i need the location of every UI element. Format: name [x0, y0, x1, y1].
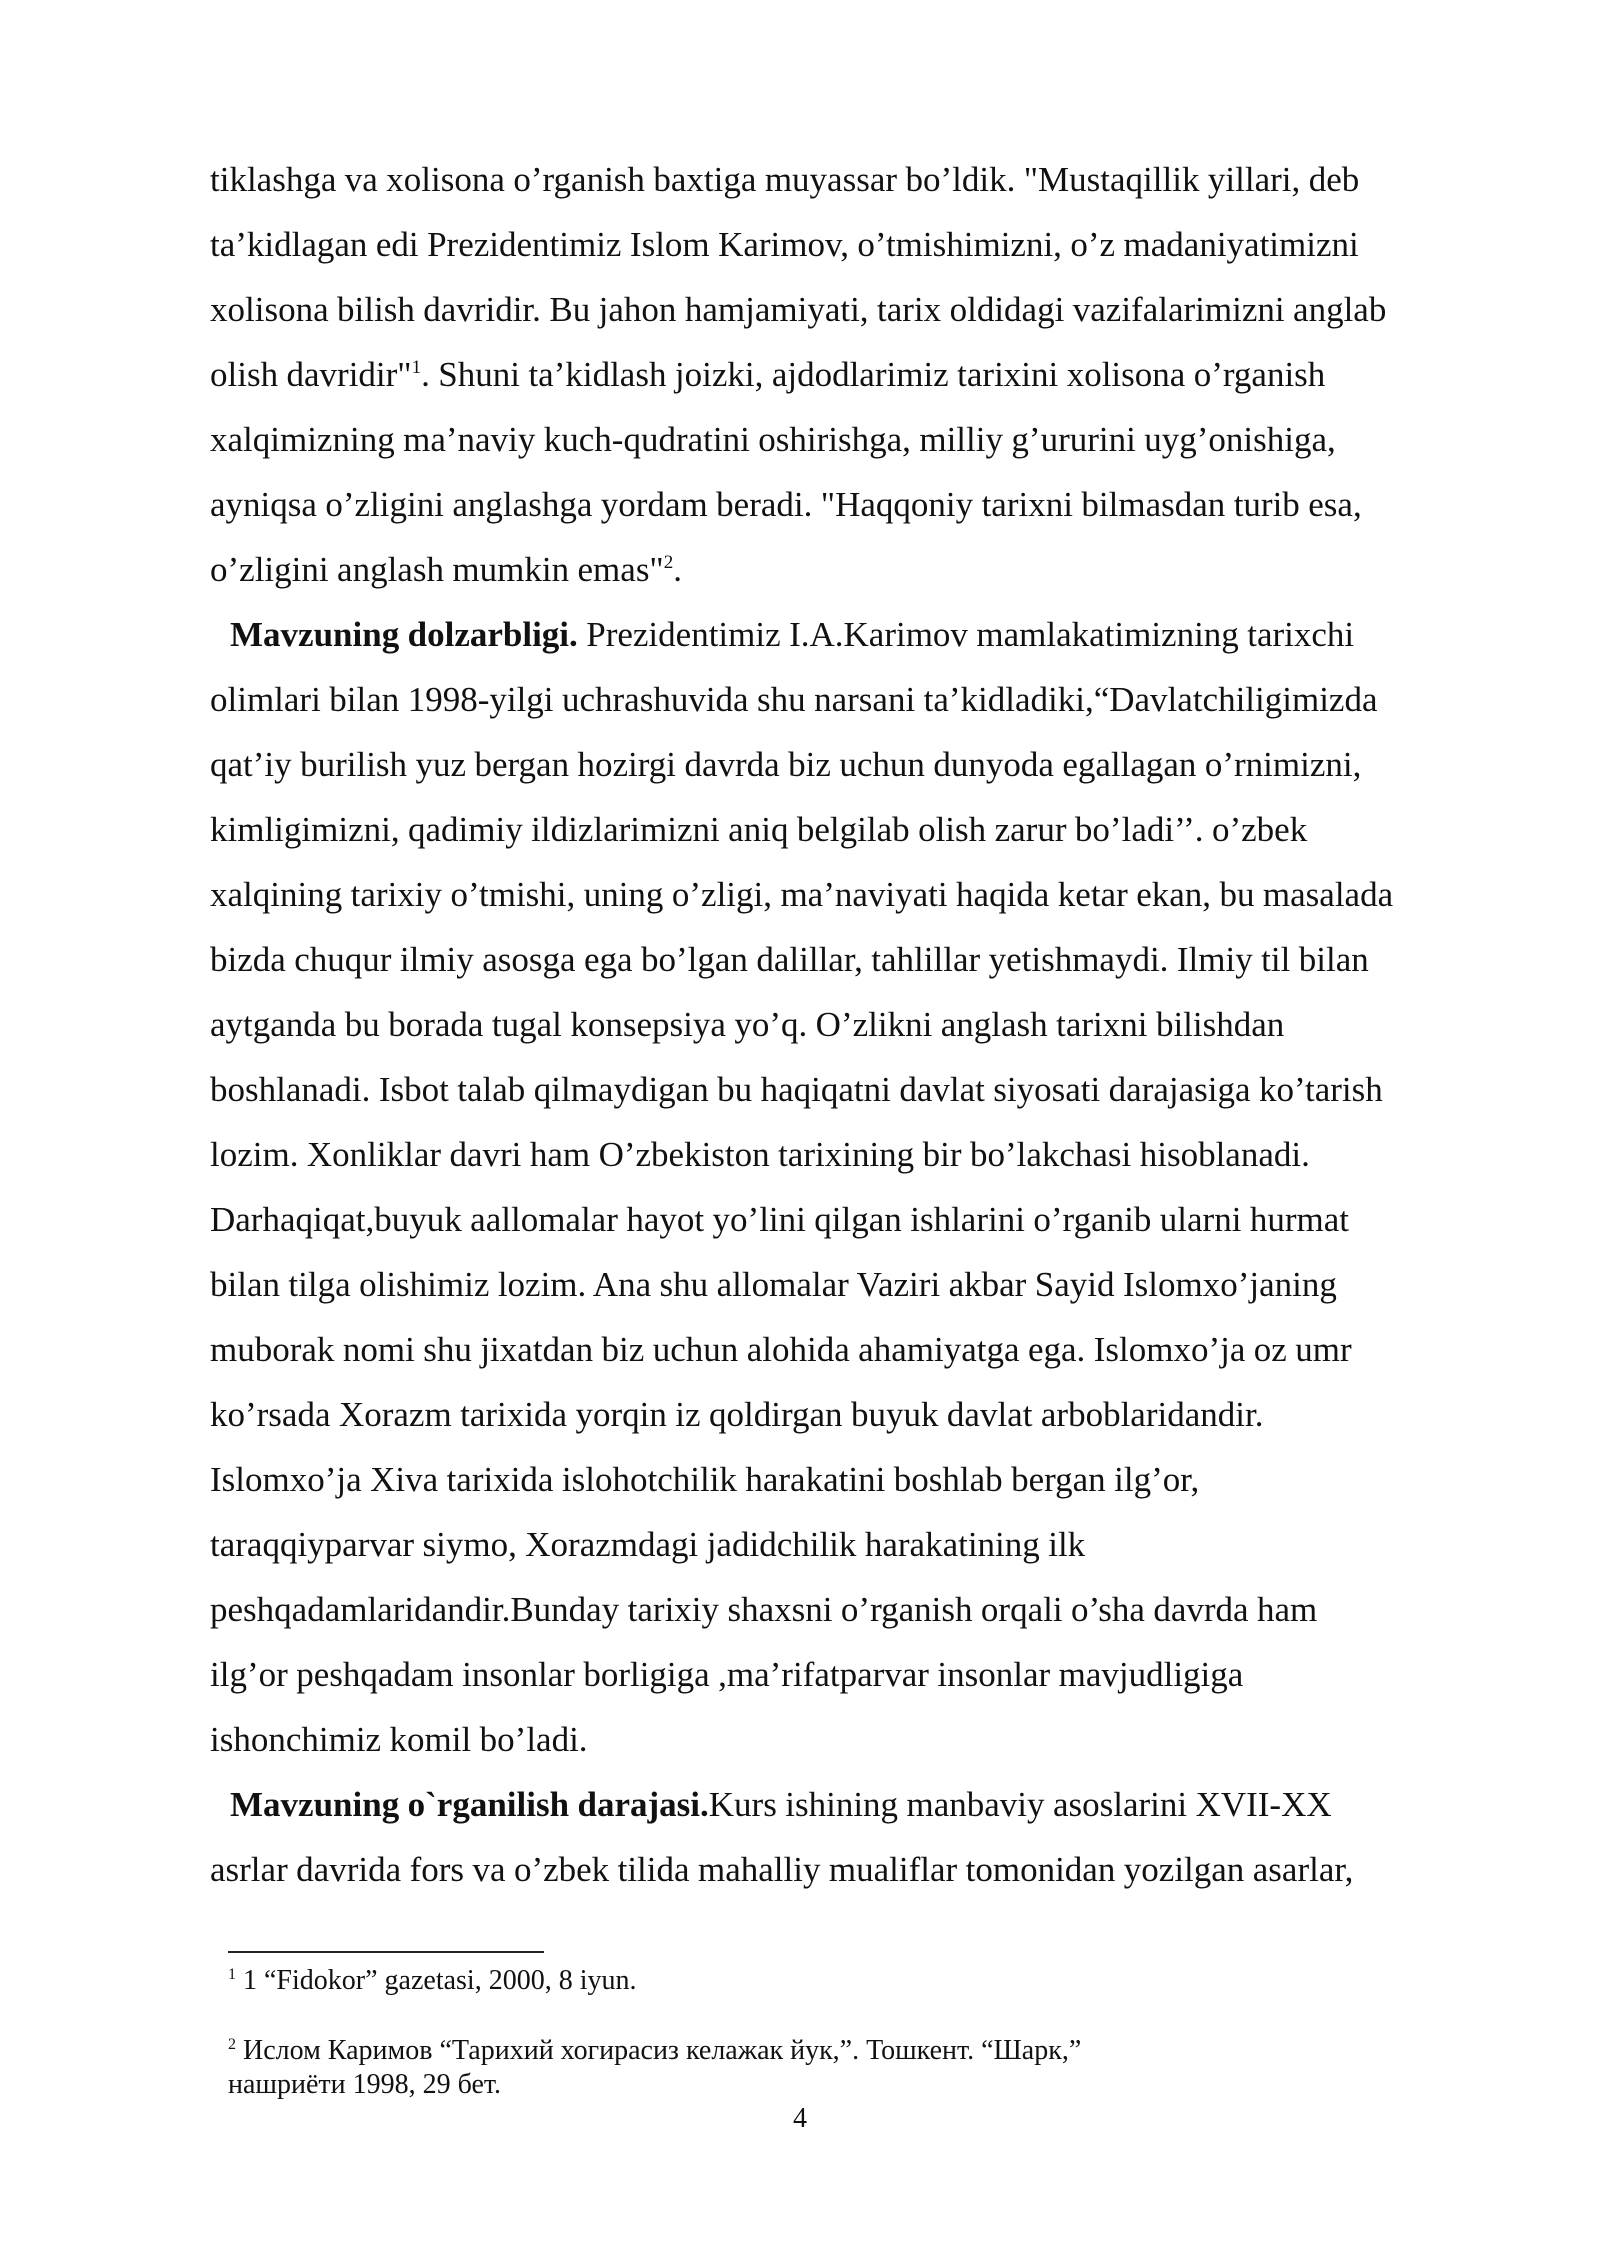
footnote-text-continued: нашриёти 1998, 29 бет. [228, 2069, 502, 2100]
footnote-reference[interactable]: 2 [663, 552, 674, 573]
body-text [210, 147, 1510, 1902]
text-line: ayniqsa o’zligini anglashga yordam beradi. "Haqqoniy tarixni bilmasdan turib esa, [210, 485, 1362, 524]
text-fragment: o’zligini anglash mumkin emas" [210, 550, 664, 589]
text-line: bizda chuqur ilmiy asosga ega bo’lgan dalillar, tahlillar yetishmaydi. Ilmiy til bilan [210, 940, 1369, 979]
text-line: ko’rsada Xorazm tarixida yorqin iz qoldirgan buyuk davlat arboblaridandir. [210, 1395, 1264, 1434]
text-line [210, 1772, 1510, 1837]
text-fragment: Kurs ishining manbaviy asoslarini XVII-XX [708, 1785, 1332, 1824]
text-line: boshlanadi. Isbot talab qilmaydigan bu haqiqatni davlat siyosati darajasiga ko’tarish [210, 1070, 1383, 1109]
text-line: bilan tilga olishimiz lozim. Ana shu allomalar Vaziri akbar Sayid Islomxo’janing [210, 1265, 1337, 1304]
footnote-mark: 1 [228, 1966, 236, 1983]
text-line [210, 342, 1510, 407]
text-line: lozim. Xonliklar davri ham O’zbekiston tarixining bir bo’lakchasi hisoblanadi. [210, 1135, 1310, 1174]
text-line: muborak nomi shu jixatdan biz uchun alohida ahamiyatga ega. Islomxo’ja oz umr [210, 1330, 1352, 1369]
text-line: aytganda bu borada tugal konsepsiya yo’q. O’zlikni anglash tarixni bilishdan [210, 1005, 1285, 1044]
text-line: xalqimizning ma’naviy kuch-qudratini oshirishga, milliy g’ururini uyg’onishiga, [210, 420, 1336, 459]
text-line: tiklashga va xolisona o’rganish baxtiga muyassar bo’ldik. "Mustaqillik yillari, deb [210, 160, 1360, 199]
text-line: xolisona bilish davridir. Bu jahon hamjamiyati, tarix oldidagi vazifalarimizni anglab [210, 290, 1387, 329]
footnote-1 [228, 1964, 1428, 1998]
section-heading-study-level: Mavzuning o`rganilish darajasi. [230, 1785, 709, 1824]
text-line: ta’kidlagan edi Prezidentimiz Islom Karimov, o’tmishimizni, o’z madaniyatimizni [210, 225, 1359, 264]
footnote-separator [228, 1951, 544, 1953]
text-line: ishonchimiz komil bo’ladi. [210, 1720, 588, 1759]
text-line: olimlari bilan 1998-yilgi uchrashuvida shu narsani ta’kidladiki,“Davlatchiligimizda [210, 680, 1378, 719]
text-fragment: Prezidentimiz I.A.Karimov mamlakatimizning tarixchi [577, 615, 1355, 654]
text-line: Islomxo’ja Xiva tarixida islohotchilik harakatini boshlab bergan ilg’or, [210, 1460, 1200, 1499]
text-fragment: olish davridir" [210, 355, 412, 394]
footnote-2 [228, 2034, 1428, 2102]
text-line: ilg’or peshqadam insonlar borligiga ,ma’rifatparvar insonlar mavjudligiga [210, 1655, 1244, 1694]
footnote-text: 1 “Fidokor” gazetasi, 2000, 8 iyun. [236, 1965, 637, 1996]
footnote-mark: 2 [228, 2036, 236, 2053]
section-heading-relevance: Mavzuning dolzarbligi. [230, 615, 578, 654]
text-line: xalqining tarixiy o’tmishi, uning o’zligi, ma’naviyati haqida ketar ekan, bu masalada [210, 875, 1394, 914]
text-line: kimligimizni, qadimiy ildizlarimizni aniq belgilab olish zarur bo’ladi’’. o’zbek [210, 810, 1308, 849]
page-number: 4 [793, 2103, 807, 2134]
text-line: asrlar davrida fors va o’zbek tilida mahalliy mualiflar tomonidan yozilgan asarlar, [210, 1850, 1354, 1889]
text-line [210, 537, 1510, 602]
footnote-reference[interactable]: 1 [411, 357, 422, 378]
text-line: taraqqiyparvar siymo, Xorazmdagi jadidchilik harakatining ilk [210, 1525, 1086, 1564]
text-line: peshqadamlaridandir.Bunday tarixiy shaxsni o’rganish orqali o’sha davrda ham [210, 1590, 1318, 1629]
text-fragment: . [673, 550, 682, 589]
text-line: qat’iy burilish yuz bergan hozirgi davrda biz uchun dunyoda egallagan o’rnimizni, [210, 745, 1362, 784]
text-line: Darhaqiqat,buyuk aallomalar hayot yo’lini qilgan ishlarini o’rganib ularni hurmat [210, 1200, 1350, 1239]
footnote-text: Ислом Каримов “Тарихий хогирасиз келажак йук,”. Тошкент. “Шарк,” [236, 2035, 1082, 2066]
text-fragment: . Shuni ta’kidlash joizki, ajdodlarimiz tarixini xolisona o’rganish [421, 355, 1326, 394]
text-line [210, 602, 1510, 667]
